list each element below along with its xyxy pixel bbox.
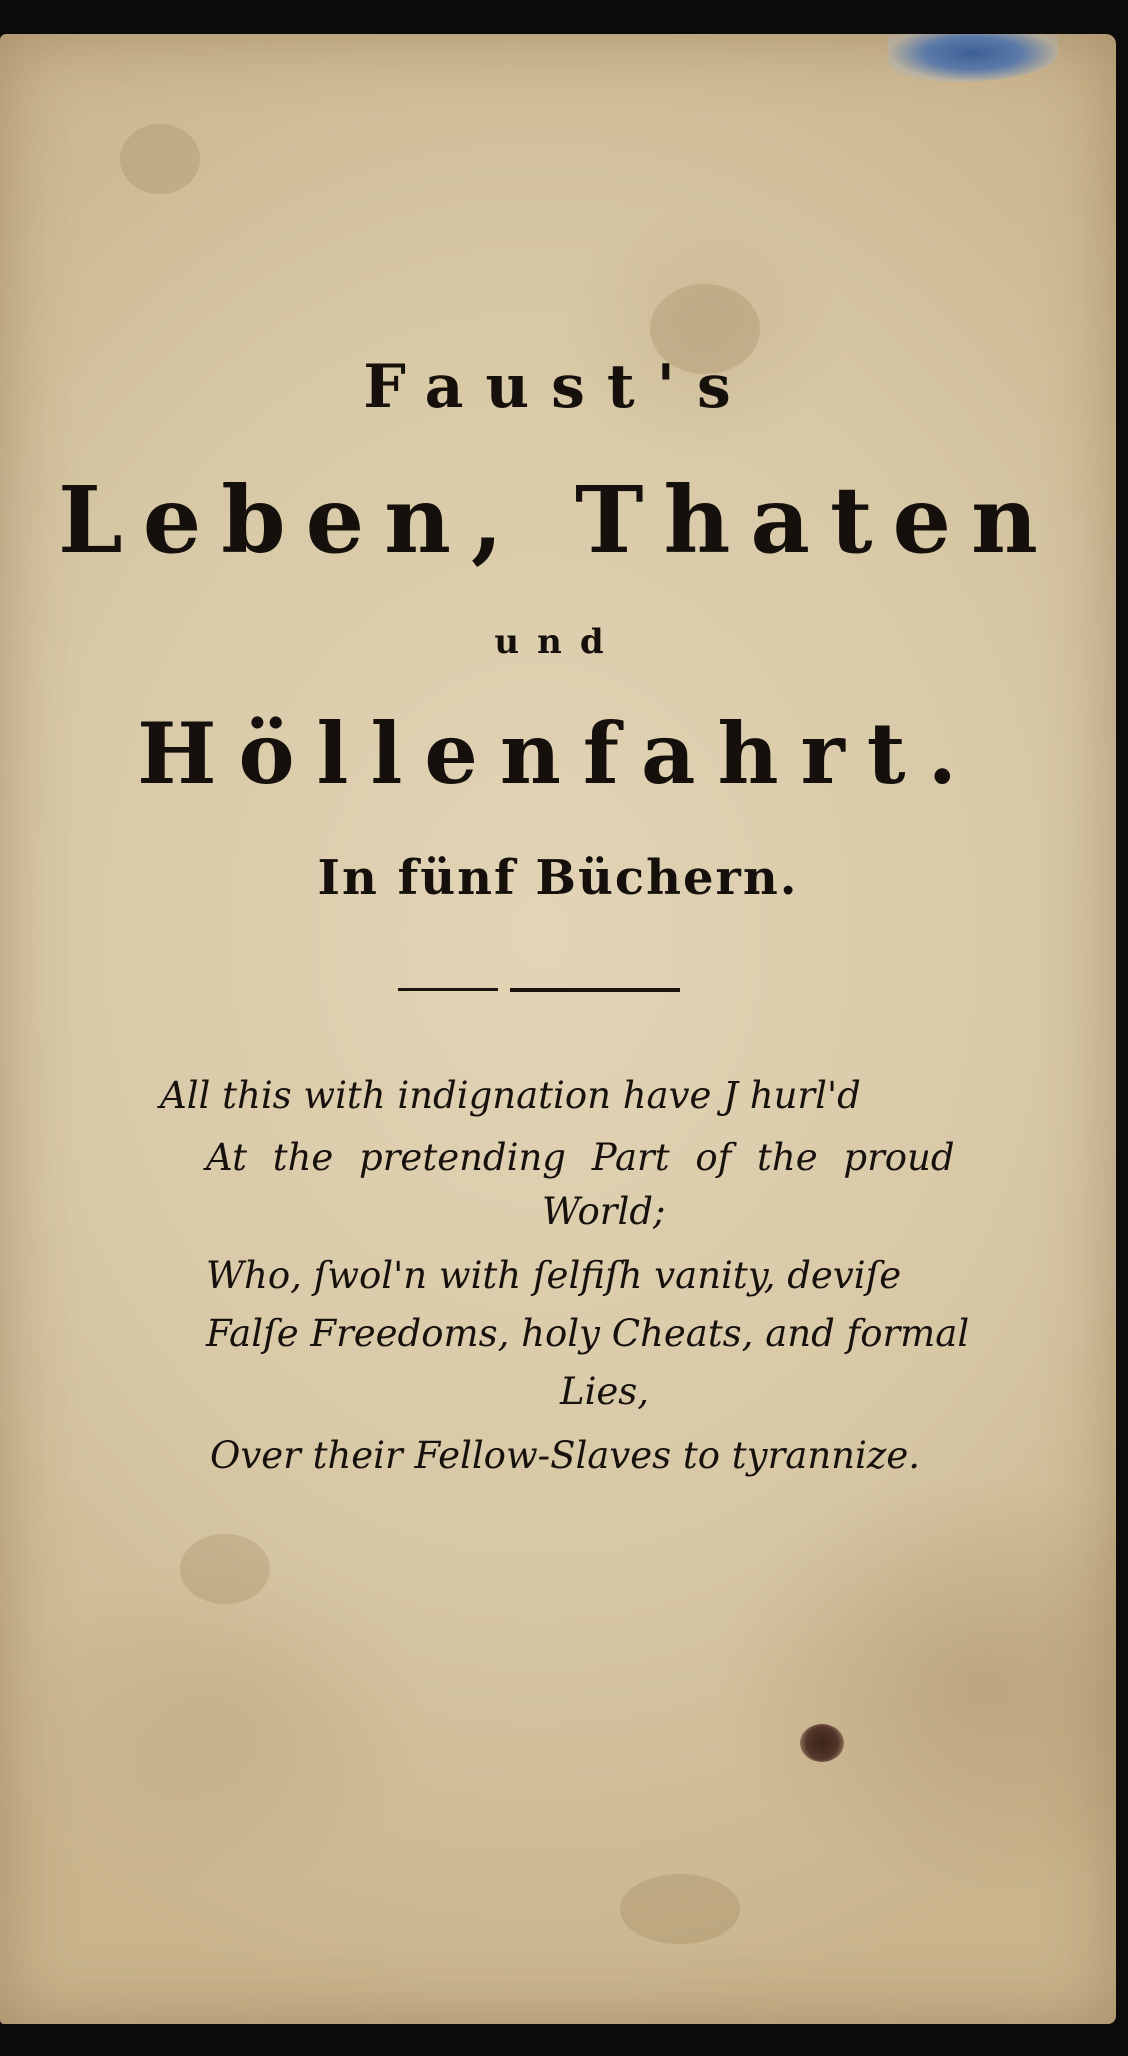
foxing-stain [180, 1534, 270, 1604]
ornamental-rule [398, 988, 680, 992]
epigraph-line: Falſe Freedoms, holy Cheats, and formal [206, 1312, 970, 1355]
title-line-hoellenfahrt: Höllenfahrt. [137, 704, 979, 803]
title-page [0, 34, 1116, 2024]
title-line-leben-thaten: Leben, Thaten [58, 466, 1058, 574]
epigraph-line: At the pretending Part of the proud [206, 1136, 955, 1179]
foxing-stain [620, 1874, 740, 1944]
epigraph-line: All this with indignation have J hurl'd [160, 1074, 861, 1117]
ink-blot [800, 1724, 844, 1762]
epigraph-line: Lies, [560, 1370, 650, 1413]
blue-stain [888, 34, 1058, 82]
epigraph-line: World; [542, 1190, 666, 1233]
epigraph-line: Who, ſwol'n with ſelfiſh vanity, deviſe [206, 1254, 902, 1297]
title-line-fausts: Faust's [363, 352, 753, 422]
subtitle: In fünf Büchern. [317, 850, 799, 906]
epigraph-line: Over their Fellow-Slaves to tyrannize. [210, 1434, 920, 1477]
title-line-und: und [494, 622, 622, 662]
foxing-stain [120, 124, 200, 194]
